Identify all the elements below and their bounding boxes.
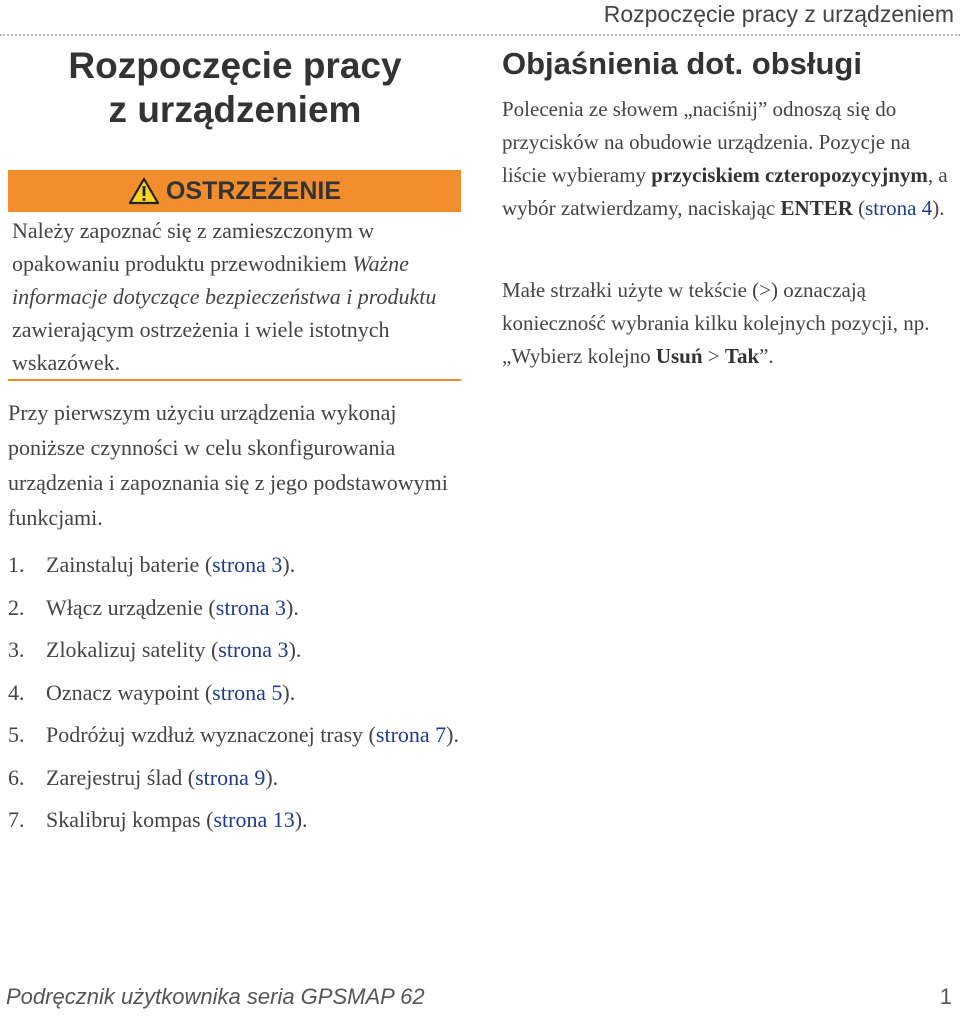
step-text: Oznacz waypoint ( (46, 679, 213, 705)
p2-text-c: ”. (759, 344, 774, 368)
warning-text-italic: Ważne informacje dotyczące bezpieczeństwa i produktu (12, 251, 437, 309)
step-page-link[interactable]: strona 5 (212, 679, 283, 705)
step-number: 3. (8, 637, 25, 662)
step-end: ). (265, 764, 279, 790)
step-number: 5. (8, 722, 25, 747)
page-title-line2: z urządzeniem (108, 89, 362, 130)
page-title-line1: Rozpoczęcie pracy (68, 45, 402, 86)
steps-list (8, 548, 463, 846)
p2-text-b: > (702, 344, 725, 368)
usage-paragraph-1 (502, 93, 952, 225)
p2-bold-delete: Usuń (655, 344, 703, 368)
step-number: 4. (8, 679, 25, 705)
p1-text-a: Polecenia ze słowem „naciśnij” odnoszą się do przycisków na obudowie urządzenia. Pozycje na liście wybieramy (502, 97, 911, 187)
step-text: Skalibruj kompas ( (46, 807, 214, 832)
step-text: Włącz urządzenie ( (46, 594, 216, 620)
step-page-link[interactable]: strona 9 (195, 764, 266, 790)
p1-text-b: , a wybór zatwierdzamy, naciskając (502, 163, 948, 220)
p2-text-a: Małe strzałki użyte w tekście (>) oznaczają konieczność wybrania kilku kolejnych pozycji, np. „Wybierz kolejno (502, 278, 930, 368)
step-number: 6. (8, 764, 25, 790)
step-number: 2. (8, 594, 25, 620)
step-item (8, 676, 463, 710)
usage-paragraph-2 (502, 274, 952, 373)
step-page-link[interactable]: strona 7 (375, 722, 447, 747)
p2-bold-yes: Tak (724, 344, 760, 368)
step-end: ). (288, 637, 302, 662)
step-page-link[interactable]: strona 3 (212, 552, 283, 577)
step-item (8, 803, 463, 837)
step-item (8, 718, 463, 752)
step-text: Zainstaluj baterie ( (46, 552, 213, 577)
warning-triangle-icon (128, 177, 160, 205)
footer-manual-title: Podręcznik użytkownika seria GPSMAP 62 (6, 984, 425, 1009)
page-title (0, 44, 470, 132)
step-item (8, 548, 463, 582)
header-rule (0, 34, 960, 36)
step-number: 1. (8, 552, 25, 577)
warning-label: OSTRZEŻENIE (165, 176, 341, 205)
step-page-link[interactable]: strona 13 (213, 807, 295, 832)
running-head: Rozpoczęcie pracy z urządzeniem (603, 1, 954, 27)
p1-bold-rocker: przyciskiem czteropozycyjnym (651, 163, 928, 187)
p1-bold-enter: ENTER (780, 196, 853, 220)
section-title: Objaśnienia dot. obsługi (502, 46, 862, 81)
step-text: Zarejestruj ślad ( (46, 764, 196, 790)
step-text: Podróżuj wzdłuż wyznaczonej trasy ( (46, 722, 376, 747)
intro-paragraph: Przy pierwszym użyciu urządzenia wykonaj poniższe czynności w celu skonfigurowania urządzenia i zapoznania się z jego podstawowymi funkcjami. (8, 400, 448, 530)
step-page-link[interactable]: strona 3 (215, 594, 287, 620)
step-end: ). (286, 594, 299, 620)
p1-page-link[interactable]: strona 4 (865, 196, 933, 220)
step-number: 7. (8, 807, 25, 832)
step-item (8, 761, 463, 795)
p1-text-c: ( (852, 196, 866, 220)
step-item (8, 591, 463, 625)
warning-text-b: zawierającym ostrzeżenia i wiele istotnych wskazówek. (12, 317, 390, 375)
warning-text (12, 214, 462, 379)
footer-page-number: 1 (939, 984, 952, 1009)
warning-text-a: Należy zapoznać się z zamieszczonym w opakowaniu produktu przewodnikiem (12, 218, 375, 276)
step-page-link[interactable]: strona 3 (218, 637, 289, 662)
p1-text-d: ). (932, 196, 945, 220)
step-end: ). (446, 722, 459, 747)
step-end: ). (282, 679, 296, 705)
step-text: Zlokalizuj satelity ( (46, 637, 219, 662)
warning-rule (8, 379, 461, 381)
step-end: ). (282, 552, 296, 577)
step-end: ). (294, 807, 308, 832)
warning-banner (8, 170, 461, 212)
step-item (8, 633, 463, 667)
